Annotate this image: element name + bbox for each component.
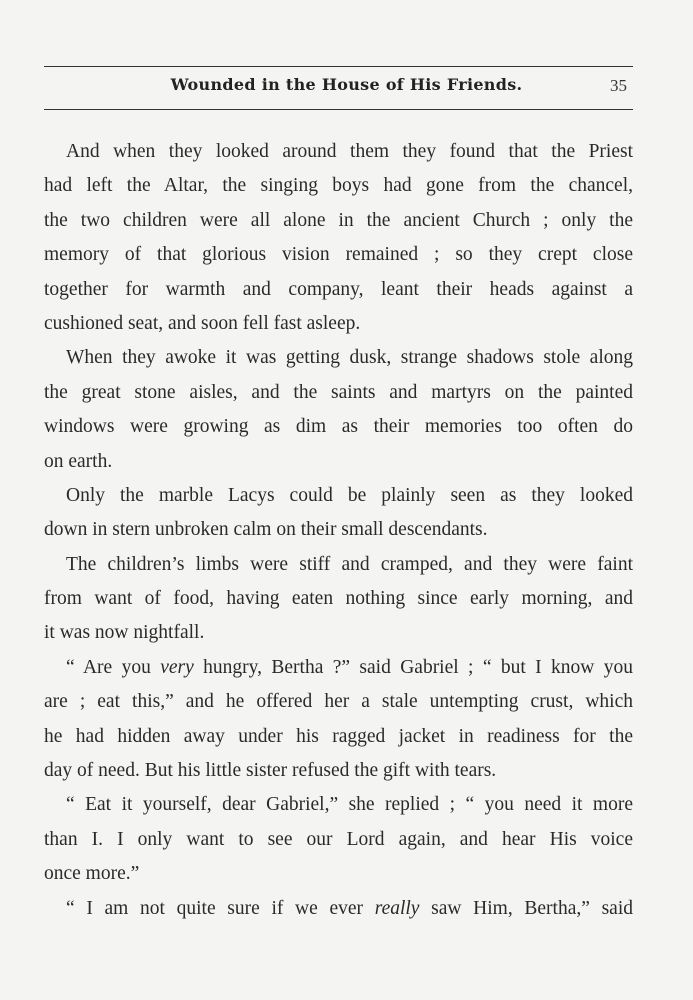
text-line: [44, 582, 633, 616]
text-run: “ I am not quite sure if we ever: [66, 897, 375, 919]
text-line: [44, 376, 633, 410]
text-line: [44, 307, 633, 341]
text-line: [44, 548, 633, 582]
text-run: the two children were all alone in the ancient Church ; only the: [44, 209, 633, 231]
text-line: [44, 823, 633, 857]
text-line: [44, 273, 633, 307]
text-run: the great stone aisles, and the saints and martyrs on the painted: [44, 381, 633, 403]
text-run: hungry, Bertha ?” said Gabriel ; “ but I know you: [193, 656, 634, 678]
text-line: [44, 169, 633, 203]
paragraph: [44, 135, 633, 341]
text-line: [44, 238, 633, 272]
text-line: [44, 616, 633, 650]
text-run: on earth.: [44, 450, 113, 472]
text-line: [44, 479, 633, 513]
text-line: [44, 135, 633, 169]
text-run: memory of that glorious vision remained ; so they crept close: [44, 244, 633, 266]
text-line: [44, 410, 633, 444]
text-run: Only the marble Lacys could be plainly seen as they looked: [66, 484, 633, 506]
text-run: had left the Altar, the singing boys had gone from the chancel,: [44, 175, 633, 197]
paragraph: [44, 548, 633, 651]
text-run: it was now nightfall.: [44, 622, 205, 644]
italic-text: very: [160, 656, 194, 678]
italic-text: really: [374, 897, 420, 919]
text-run: And when they looked around them they found that the Priest: [66, 141, 633, 162]
page-body: [44, 135, 633, 926]
text-run: from want of food, having eaten nothing since early morning, and: [44, 588, 633, 610]
text-run: together for warmth and company, leant their heads against a: [44, 278, 633, 300]
text-run: day of need. But his little sister refused the gift with tears.: [44, 760, 497, 782]
text-run: “ Eat it yourself, dear Gabriel,” she replied ; “ you need it more: [66, 794, 633, 816]
header-rule-top: [44, 66, 633, 67]
paragraph: [44, 892, 633, 926]
text-run: The children’s limbs were stiff and cramped, and they were faint: [66, 553, 633, 575]
text-line: [44, 513, 633, 547]
text-line: [44, 720, 633, 754]
text-line: [44, 754, 633, 788]
text-run: down in stern unbroken calm on their small descendants.: [44, 519, 488, 541]
text-run: are ; eat this,” and he offered her a stale untempting crust, which: [44, 691, 633, 713]
text-line: [44, 685, 633, 719]
paragraph: [44, 479, 633, 548]
paragraph: [44, 788, 633, 891]
page-number: 35: [610, 76, 627, 95]
text-run: he had hidden away under his ragged jacket in readiness for the: [44, 725, 633, 747]
text-line: [44, 651, 633, 685]
text-run: than I. I only want to see our Lord again, and hear His voice: [44, 828, 633, 850]
text-run: “ Are you: [66, 656, 161, 678]
text-line: [44, 892, 633, 926]
text-line: [44, 341, 633, 375]
paragraph: [44, 341, 633, 479]
text-run: saw Him, Bertha,” said: [419, 897, 633, 919]
text-line: [44, 788, 633, 822]
running-title: Wounded in the House of His Friends.: [170, 75, 523, 94]
text-run: windows were growing as dim as their memories too often do: [44, 416, 633, 438]
text-line: [44, 857, 633, 891]
text-line: [44, 445, 633, 479]
header-rule-bottom: [44, 109, 633, 110]
paragraph: [44, 651, 633, 789]
text-run: once more.”: [44, 863, 140, 885]
text-line: [44, 204, 633, 238]
text-run: When they awoke it was getting dusk, strange shadows stole along: [66, 347, 633, 369]
text-run: cushioned seat, and soon fell fast asleep.: [44, 312, 361, 334]
